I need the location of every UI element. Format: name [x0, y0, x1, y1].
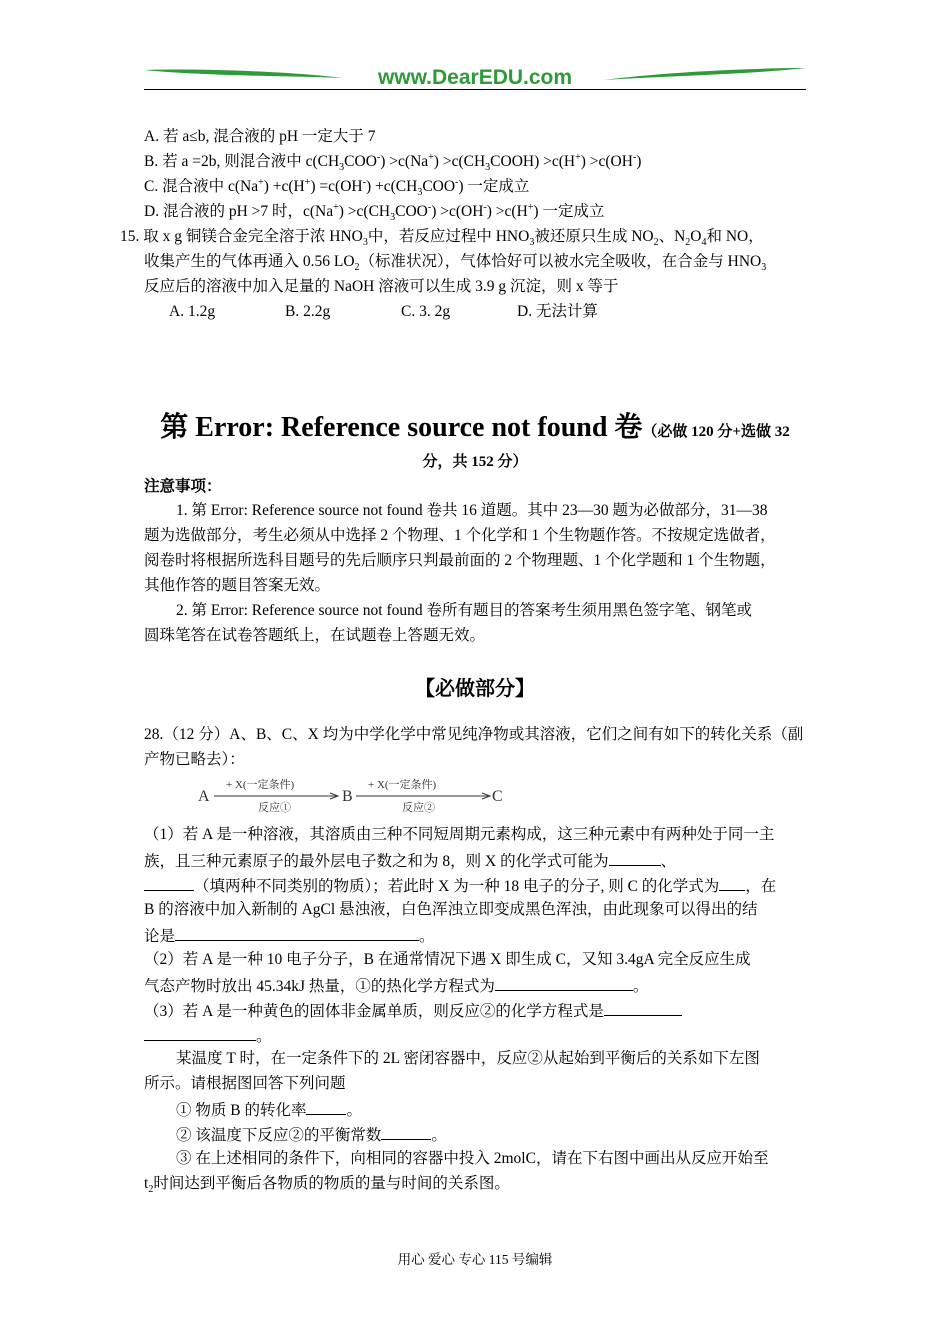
q15-option-d: D. 无法计算 [517, 303, 598, 320]
right-swoosh-icon [604, 68, 806, 80]
notes-line-2: 题为选做部分，考生必须从中选择 2 个物理、1 个化学和 1 个生物题作答。不按规定选做者， [144, 527, 776, 544]
logo-text: www.DearEDU.com [377, 66, 573, 89]
q14-option-b: B. 若 a =2b, 则混合液中 $c(CH_3COO^-) >c(Na^+)$ $>c(CH_3COOH) >c(H^+) >c(OH^-)$ [144, 151, 642, 174]
q28-line-2: 产物已略去）： [144, 751, 245, 768]
q28-p2-line-2: 气态产物时放出 45.34kJ 热量，①的热化学方程式为 。 [144, 975, 648, 997]
q15-option-c: C. 3. 2g [401, 303, 451, 320]
q28-sub-2: ② 该温度下反应②的平衡常数 。 [176, 1124, 447, 1146]
q28-sub-1: ① 物质 B 的转化率 。 [176, 1099, 362, 1121]
answer-blank[interactable] [381, 1124, 431, 1140]
diagram-top-2: + X(一定条件) [368, 779, 437, 791]
footer: 用心 爱心 专心 115 号编辑 [397, 1252, 553, 1267]
q28-p1-line-5: 论是 。 [144, 925, 435, 947]
q28-line-1: 28.（12 分）A、B、C、X 均为中学化学中常见纯净物或其溶液，它们之间有如下的转化关系（副 [144, 726, 804, 743]
q28-p1-line-4: B 的溶液中加入新制的 AgCl 悬浊液，白色浑浊立即变成黑色浑浊，由此现象可以得出的结 [144, 901, 758, 918]
notes-line-1: 1. 第 Error: Reference source not found 卷共 16 道题。其中 23—30 题为必做部分，31—38 [176, 502, 768, 519]
part2-score: 分，共 152 分） [422, 454, 528, 470]
diagram-bottom-1: 反应① [258, 802, 291, 814]
answer-blank[interactable] [495, 975, 633, 991]
q28-sub-3-line-2: $t_2$时间达到平衡后各物质的物质的量与时间的关系图。 [144, 1175, 510, 1196]
notes-line-6: 圆珠笔答在试卷答题纸上，在试题卷上答题无效。 [144, 627, 486, 644]
notes-line-5: 2. 第 Error: Reference source not found 卷所有题目的答案考生须用黑色签字笔、钢笔或 [176, 602, 752, 619]
left-swoosh-icon [144, 69, 344, 78]
q28-p1-line-1: （1）若 A 是一种溶液，其溶质由三种不同短周期元素构成，这三种元素中有两种处于同一主 [144, 826, 775, 843]
notes-line-4: 其他作答的题目答案无效。 [144, 577, 331, 594]
section-heading: 【必做部分】 [415, 678, 535, 700]
answer-blank[interactable] [175, 925, 419, 941]
header-rule [144, 89, 806, 90]
q15-line-1: 15. 取 x g 铜镁合金完全溶于浓 $HNO_3$中，若反应过程中 $HNO_3$被还原只生成 $NO_2$、$N_2O_4$和 NO， [120, 228, 764, 249]
q14-option-d: D. 混合液的 pH >7 时，$c(Na^+) >c(CH_3COO^-) >c(OH^-) >c(H^+)$ 一定成立 [144, 201, 605, 224]
diagram-c: C [492, 788, 503, 805]
part2-title: 第 Error: Reference source not found 卷（必做 120 分+选做 32 [160, 412, 790, 443]
q15-line-3: 反应后的溶液中加入足量的 NaOH 溶液可以生成 3.9 g 沉淀，则 x 等于 [144, 278, 619, 295]
diagram-a: A [198, 788, 210, 805]
q28-p1-line-2: 族，且三种元素原子的最外层电子数之和为 8，则 X 的化学式可能为 、 [144, 850, 676, 872]
header-logo [144, 62, 806, 92]
q28-p1-line-3: （填两种不同类别的物质）；若此时 X 为一种 18 电子的分子, 则 C 的化学式为 ，在 [144, 875, 776, 897]
q28-temp-line-2: 所示。请根据图回答下列问题 [144, 1075, 346, 1092]
reaction-diagram [196, 776, 506, 816]
q28-sub-3-line-1: ③ 在上述相同的条件下，向相同的容器中投入 2molC，请在下右图中画出从反应开始至 [176, 1150, 769, 1167]
q15-option-b: B. 2.2g [285, 303, 331, 320]
q14-option-c: C. 混合液中 $c(Na^+) +c(H^+) =c(OH^-) +c(CH_3COO^-)$ 一定成立 [144, 176, 530, 199]
notes-line-3: 阅卷时将根据所选科目题号的先后顺序只判最前面的 2 个物理题、1 个化学题和 1 个生物题， [144, 552, 776, 569]
q28-p2-line-1: （2）若 A 是一种 10 电子分子，B 在通常情况下遇 X 即生成 C，又知 3.4gA 完全反应生成 [144, 951, 751, 968]
diagram-bottom-2: 反应② [402, 802, 435, 814]
diagram-b: B [342, 788, 353, 805]
q28-p3-line-2: 。 [144, 1025, 272, 1047]
answer-blank[interactable] [609, 850, 661, 866]
answer-blank[interactable] [144, 875, 194, 891]
answer-blank[interactable] [144, 1025, 256, 1041]
q14-option-a: A. 若 a≤b, 混合液的 pH 一定大于 7 [144, 128, 376, 145]
q28-temp-line-1: 某温度 T 时，在一定条件下的 2L 密闭容器中，反应②从起始到平衡后的关系如下左图 [176, 1050, 760, 1067]
answer-blank[interactable] [306, 1099, 346, 1115]
q15-option-a: A. 1.2g [169, 303, 216, 320]
diagram-top-1: + X(一定条件) [226, 779, 295, 791]
q15-line-2: 收集产生的气体再通入 0.56 $LO_2$（标准状况），气体恰好可以被水完全吸收，在合金与 $HNO_3$ [144, 253, 767, 274]
answer-blank[interactable] [604, 1000, 682, 1016]
answer-blank[interactable] [719, 875, 745, 891]
q28-p3-line-1: （3）若 A 是一种黄色的固体非金属单质，则反应②的化学方程式是 [144, 1000, 682, 1022]
notes-heading: 注意事项： [144, 478, 222, 495]
